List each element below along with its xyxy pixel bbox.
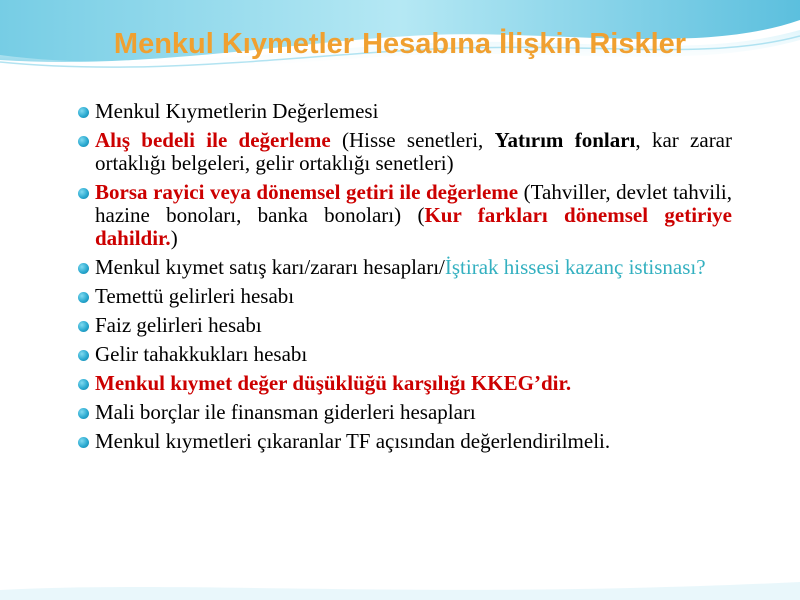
list-item <box>78 401 732 424</box>
bullet-icon <box>78 321 89 332</box>
bullet-icon <box>78 408 89 419</box>
list-item <box>78 372 732 395</box>
item-text: Faiz gelirleri hesabı <box>95 313 262 337</box>
bullet-icon <box>78 136 89 147</box>
item-text <box>95 256 732 279</box>
bullet-list <box>78 100 732 459</box>
text-plain: , kar zarar ortaklığı belgeleri, gelir ortaklığı senetleri) <box>95 128 732 175</box>
item-text: Temettü gelirleri hesabı <box>95 284 295 308</box>
list-item <box>78 285 732 308</box>
emphasis-red: Alış bedeli ile değerleme <box>95 128 331 152</box>
text-plain: Menkul kıymet satış karı/zararı hesapları/ <box>95 255 445 279</box>
list-item <box>78 181 732 250</box>
item-text <box>95 129 732 175</box>
item-text <box>95 181 732 250</box>
bottom-wave-decoration <box>0 560 800 600</box>
bullet-icon <box>78 263 89 274</box>
bullet-icon <box>78 350 89 361</box>
text-plain: (Tahviller, devlet tahvili, hazine bonoları, banka bonoları) ( <box>95 180 732 227</box>
bullet-icon <box>78 107 89 118</box>
list-item <box>78 430 732 453</box>
list-item <box>78 100 732 123</box>
item-text: Mali borçlar ile finansman giderleri hesapları <box>95 400 476 424</box>
highlight-cyan: İştirak hissesi kazanç istisnası? <box>444 255 706 279</box>
bullet-icon <box>78 437 89 448</box>
emphasis-bold: Yatırım fonları <box>494 128 636 152</box>
list-item <box>78 256 732 279</box>
list-item <box>78 129 732 175</box>
item-text: Menkul Kıymetlerin Değerlemesi <box>95 99 379 123</box>
item-text: Gelir tahakkukları hesabı <box>95 342 308 366</box>
slide-title: Menkul Kıymetler Hesabına İlişkin Riskler <box>113 28 687 60</box>
emphasis-red: Kur farkları dönemsel getiriye dahildir. <box>95 203 732 250</box>
list-item <box>78 314 732 337</box>
bullet-icon <box>78 379 89 390</box>
list-item <box>78 343 732 366</box>
item-text: Menkul kıymet değer düşüklüğü karşılığı KKEG’dir. <box>95 371 572 395</box>
emphasis-red: Borsa rayici veya dönemsel getiri ile değerleme <box>95 180 519 204</box>
text-plain: (Hisse senetleri, <box>330 128 495 152</box>
item-text: Menkul kıymetleri çıkaranlar TF açısından değerlendirilmeli. <box>95 429 611 453</box>
bullet-icon <box>78 292 89 303</box>
text-plain: ) <box>170 226 178 250</box>
bullet-icon <box>78 188 89 199</box>
